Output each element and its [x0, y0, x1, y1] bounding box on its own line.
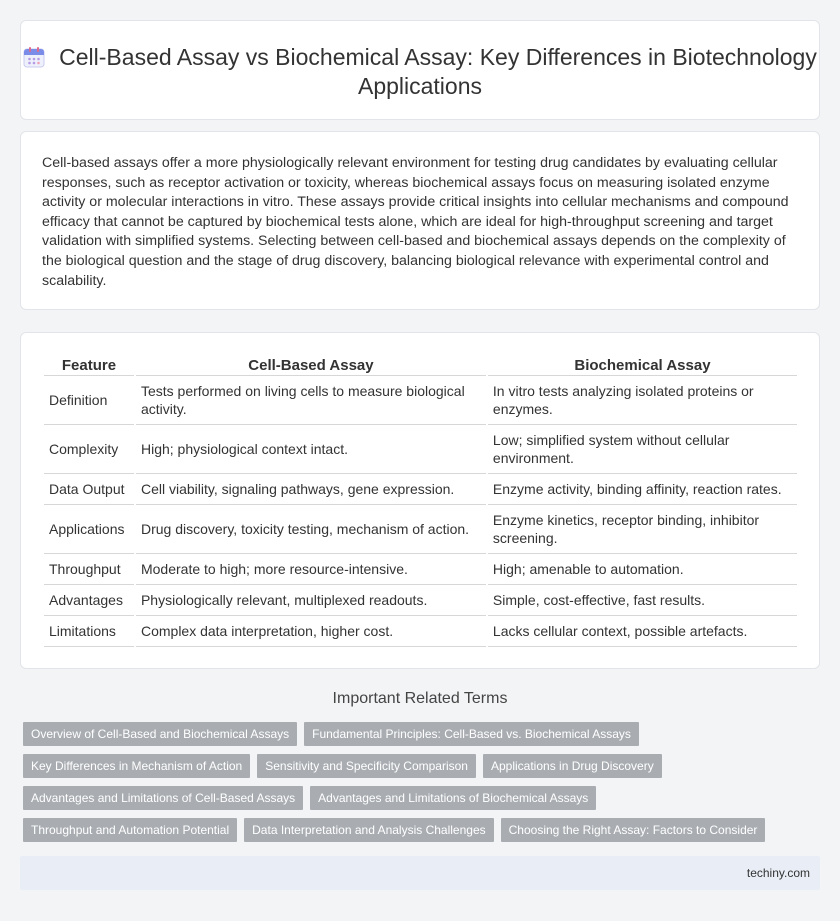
comparison-table-card: [20, 332, 820, 669]
tag-row: [23, 786, 823, 810]
intro-card: [20, 131, 820, 310]
footer-site-link[interactable]: techiny.com: [746, 866, 810, 880]
row-cell-based: Cell viability, signaling pathways, gene expression.: [136, 474, 486, 505]
related-term-tag[interactable]: Throughput and Automation Potential: [23, 818, 237, 842]
related-term-tag[interactable]: Sensitivity and Specificity Comparison: [257, 754, 476, 778]
table-row: [44, 474, 797, 505]
row-biochemical: Simple, cost-effective, fast results.: [488, 585, 797, 616]
row-biochemical: High; amenable to automation.: [488, 554, 797, 585]
row-feature: Advantages: [44, 585, 134, 616]
related-term-tag[interactable]: Choosing the Right Assay: Factors to Consider: [501, 818, 766, 842]
row-cell-based: Complex data interpretation, higher cost.: [136, 616, 486, 647]
row-biochemical: Lacks cellular context, possible artefacts.: [488, 616, 797, 647]
row-cell-based: Drug discovery, toxicity testing, mechanism of action.: [136, 505, 486, 554]
row-feature: Complexity: [44, 425, 134, 474]
table-row: [44, 616, 797, 647]
column-header-feature: Feature: [44, 354, 134, 376]
row-biochemical: Enzyme activity, binding affinity, reaction rates.: [488, 474, 797, 505]
row-cell-based: Moderate to high; more resource-intensive.: [136, 554, 486, 585]
tag-row: [23, 754, 823, 778]
row-biochemical: Enzyme kinetics, receptor binding, inhibitor screening.: [488, 505, 797, 554]
related-term-tag[interactable]: Advantages and Limitations of Cell-Based Assays: [23, 786, 303, 810]
table-row: [44, 585, 797, 616]
row-cell-based: Tests performed on living cells to measure biological activity.: [136, 376, 486, 425]
related-term-tag[interactable]: Advantages and Limitations of Biochemical Assays: [310, 786, 596, 810]
row-feature: Definition: [44, 376, 134, 425]
column-header-cell-based: Cell-Based Assay: [136, 354, 486, 376]
row-feature: Applications: [44, 505, 134, 554]
related-term-tag[interactable]: Key Differences in Mechanism of Action: [23, 754, 250, 778]
table-row: [44, 554, 797, 585]
page-title-wrap: [21, 43, 819, 101]
row-biochemical: Low; simplified system without cellular environment.: [488, 425, 797, 474]
intro-paragraph: Cell-based assays offer a more physiologically relevant environment for testing drug candidates by evaluating cellular responses, such as receptor activation or toxicity, whereas biochemical assays focus on measuring isolated enzyme activity or molecular interactions in vitro. These assays provide critical insights into cellular mechanisms and compound efficacy that cannot be captured by biochemical tests alone, which are ideal for high-throughput screening and target validation with simplified systems. Selecting between cell-based and biochemical assays depends on the complexity of the biological question and the stage of drug discovery, balancing biological relevance with experimental control and scalability.: [42, 155, 789, 289]
header-card: [20, 20, 820, 120]
calendar-icon: [23, 46, 45, 68]
table-row: [44, 505, 797, 554]
related-term-tag[interactable]: Applications in Drug Discovery: [483, 754, 662, 778]
related-term-tag[interactable]: Data Interpretation and Analysis Challenges: [244, 818, 493, 842]
footer: [20, 856, 820, 890]
comparison-table: [42, 354, 799, 647]
related-term-tag[interactable]: Fundamental Principles: Cell-Based vs. Biochemical Assays: [304, 722, 639, 746]
row-biochemical: In vitro tests analyzing isolated proteins or enzymes.: [488, 376, 797, 425]
table-header-row: [44, 354, 797, 376]
table-row: [44, 376, 797, 425]
table-row: [44, 425, 797, 474]
row-feature: Throughput: [44, 554, 134, 585]
row-feature: Limitations: [44, 616, 134, 647]
row-feature: Data Output: [44, 474, 134, 505]
column-header-biochemical: Biochemical Assay: [488, 354, 797, 376]
related-term-tag[interactable]: Overview of Cell-Based and Biochemical Assays: [23, 722, 297, 746]
related-terms-title: Important Related Terms: [332, 690, 508, 707]
tag-row: [23, 722, 823, 746]
row-cell-based: Physiologically relevant, multiplexed readouts.: [136, 585, 486, 616]
related-terms-tags: [23, 722, 823, 850]
row-cell-based: High; physiological context intact.: [136, 425, 486, 474]
page-title: Cell-Based Assay vs Biochemical Assay: Key Differences in Biotechnology Applications: [59, 44, 817, 99]
tag-row: [23, 818, 823, 842]
